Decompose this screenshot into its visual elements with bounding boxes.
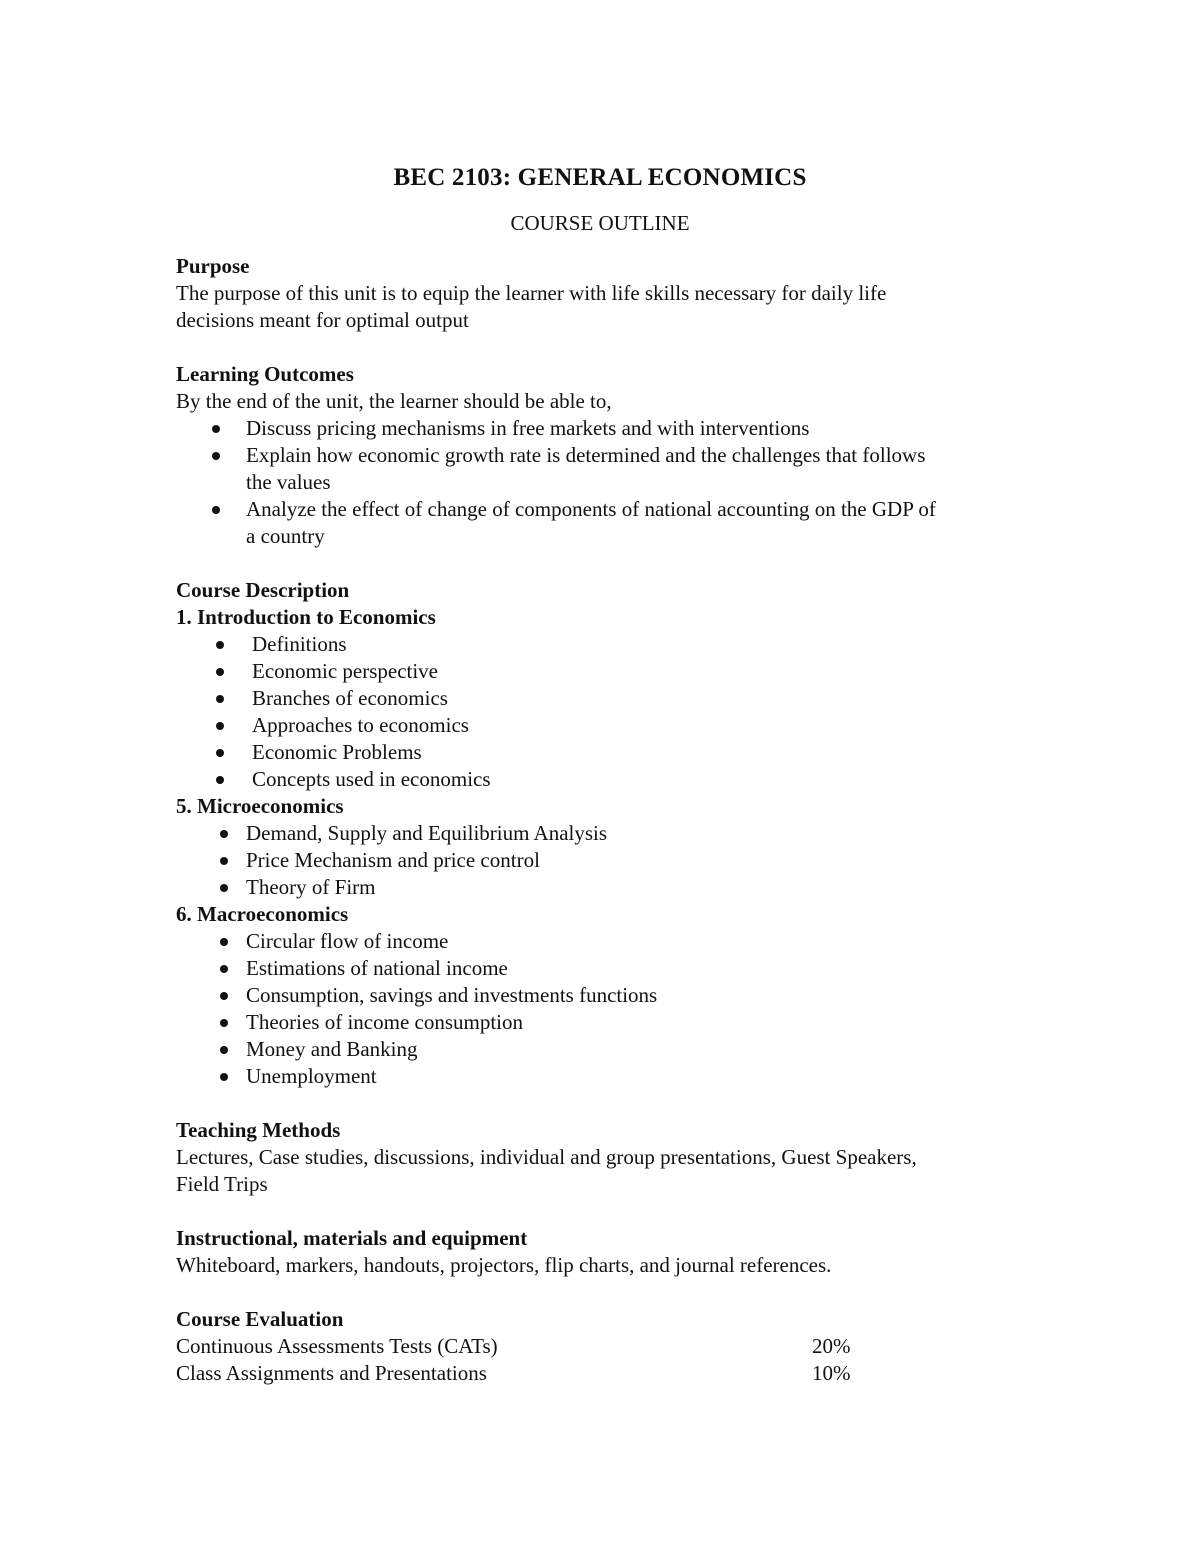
macroeconomics-topic-list: [176, 928, 1036, 1090]
bullet-icon: [216, 749, 224, 757]
microeconomics-topic-list: [176, 820, 1036, 901]
bullet-icon: [220, 1019, 228, 1027]
list-item: Concepts used in economics: [176, 766, 1036, 793]
evaluation-percent: 20%: [812, 1334, 851, 1358]
bullet-icon: [216, 695, 224, 703]
list-item: Price Mechanism and price control: [176, 847, 1036, 874]
learning-outcomes-intro: By the end of the unit, the learner should be able to,: [176, 389, 612, 413]
document-subtitle: COURSE OUTLINE: [510, 211, 690, 235]
table-row: [176, 1360, 1036, 1387]
bullet-icon: [220, 1073, 228, 1081]
bullet-icon: [216, 776, 224, 784]
list-item: Consumption, savings and investments functions: [176, 982, 1036, 1009]
list-item: Estimations of national income: [176, 955, 1036, 982]
evaluation-item: Class Assignments and Presentations: [176, 1361, 487, 1385]
course-evaluation-heading: Course Evaluation: [176, 1307, 344, 1331]
bullet-icon: [220, 857, 228, 865]
teaching-methods-line2: Field Trips: [176, 1172, 268, 1196]
course-description-heading: Course Description: [176, 578, 350, 602]
bullet-icon: [220, 1046, 228, 1054]
table-row: [176, 1333, 1036, 1360]
list-item: Circular flow of income: [176, 928, 1036, 955]
bullet-icon: [220, 938, 228, 946]
list-item: Economic Problems: [176, 739, 1036, 766]
evaluation-percent: 10%: [812, 1361, 851, 1385]
list-item: Theory of Firm: [176, 874, 1036, 901]
section-title-introduction: 1. Introduction to Economics: [176, 605, 436, 629]
bullet-icon: [220, 965, 228, 973]
section-title-macroeconomics: 6. Macroeconomics: [176, 902, 349, 926]
list-item: Money and Banking: [176, 1036, 1036, 1063]
bullet-icon: [216, 722, 224, 730]
bullet-icon: [212, 452, 220, 460]
purpose-heading: Purpose: [176, 254, 250, 278]
learning-outcomes-list: [176, 415, 1036, 550]
document-body: [176, 253, 1036, 1387]
bullet-icon: [212, 425, 220, 433]
list-item: Demand, Supply and Equilibrium Analysis: [176, 820, 1036, 847]
purpose-text-line1: The purpose of this unit is to equip the learner with life skills necessary for daily life: [176, 281, 887, 305]
bullet-icon: [216, 641, 224, 649]
list-item: Explain how economic growth rate is determined and the challenges that follows the values: [176, 442, 1036, 496]
list-item: Theories of income consumption: [176, 1009, 1036, 1036]
bullet-icon: [220, 992, 228, 1000]
section-title-microeconomics: 5. Microeconomics: [176, 794, 344, 818]
introduction-topic-list: [176, 631, 1036, 793]
list-item: Discuss pricing mechanisms in free markets and with interventions: [176, 415, 1036, 442]
list-item: Branches of economics: [176, 685, 1036, 712]
bullet-icon: [220, 830, 228, 838]
bullet-icon: [220, 884, 228, 892]
bullet-icon: [216, 668, 224, 676]
teaching-methods-line1: Lectures, Case studies, discussions, individual and group presentations, Guest Speakers,: [176, 1145, 917, 1169]
bullet-icon: [212, 506, 220, 514]
list-item: Unemployment: [176, 1063, 1036, 1090]
list-item: Approaches to economics: [176, 712, 1036, 739]
instructional-heading: Instructional, materials and equipment: [176, 1226, 528, 1250]
document-title: BEC 2103: GENERAL ECONOMICS: [393, 164, 807, 191]
learning-outcomes-heading: Learning Outcomes: [176, 362, 354, 386]
list-item: Economic perspective: [176, 658, 1036, 685]
teaching-methods-heading: Teaching Methods: [176, 1118, 341, 1142]
purpose-text-line2: decisions meant for optimal output: [176, 308, 469, 332]
evaluation-item: Continuous Assessments Tests (CATs): [176, 1334, 498, 1358]
list-item: Analyze the effect of change of components of national accounting on the GDP of a country: [176, 496, 1036, 550]
instructional-text: Whiteboard, markers, handouts, projectors, flip charts, and journal references.: [176, 1253, 832, 1277]
list-item: Definitions: [176, 631, 1036, 658]
